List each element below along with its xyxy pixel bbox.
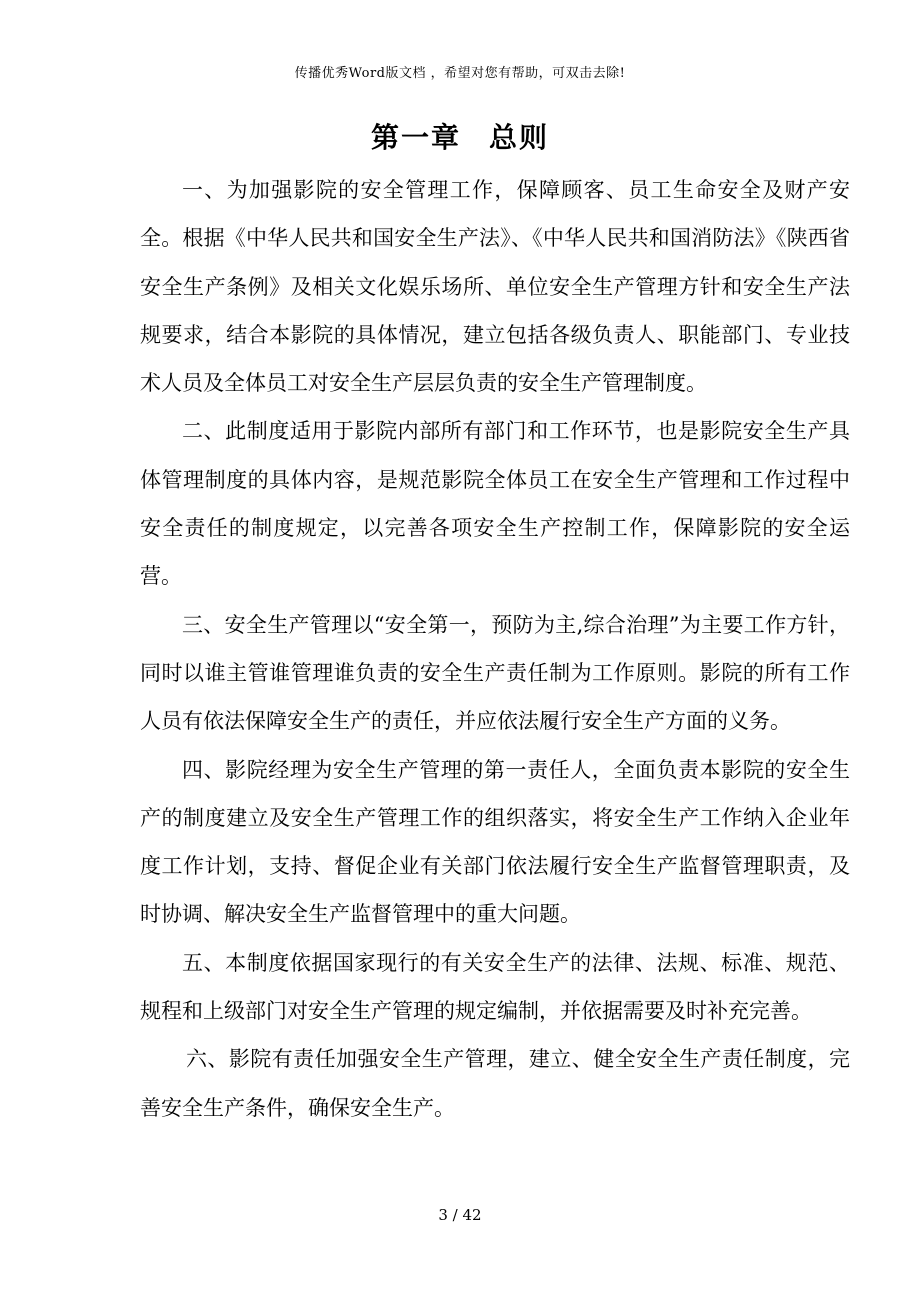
paragraph-5: 五、本制度依据国家现行的有关安全生产的法律、法规、标准、规范、规程和上级部门对安全生产管理的规定编制，并依据需要及时补充完善。	[140, 950, 850, 1024]
chapter-name: 总则	[489, 121, 550, 154]
page-number: 3 / 42	[438, 1206, 482, 1224]
paragraph-6: 六、影院有责任加强安全生产管理，建立、健全安全生产责任制度，完善安全生产条件，确保安全生产。	[140, 1047, 850, 1120]
chapter-number: 第一章	[370, 121, 461, 154]
paragraph-4: 四、影院经理为安全生产管理的第一责任人，全面负责本影院的安全生产的制度建立及安全生产管理工作的组织落实，将安全生产工作纳入企业年度工作计划，支持、督促企业有关部门依法履行安全生产监督管理职责，及时协调、解决安全生产监督管理中的重大问题。	[140, 757, 850, 927]
paragraph-3: 三、安全生产管理以“安全第一，预防为主,综合治理”为主要工作方针，同时以谁主管谁管理谁负责的安全生产责任制为工作原则。影院的所有工作人员有依法保障安全生产的责任，并应依法履行安全生产方面的义务。	[140, 612, 850, 734]
page-header: 传播优秀Word版文档 ，希望对您有帮助，可双击去除!	[294, 66, 626, 81]
document-body	[140, 166, 850, 1132]
paragraph-2: 二、此制度适用于影院内部所有部门和工作环节，也是影院安全生产具体管理制度的具体内容，是规范影院全体员工在安全生产管理和工作过程中安全责任的制度规定，以完善各项安全生产控制工作，保障影院的安全运营。	[140, 419, 850, 589]
paragraph-1: 一、为加强影院的安全管理工作，保障顾客、员工生命安全及财产安全。根据《中华人民共和国安全生产法》、《中华人民共和国消防法》《陕西省安全生产条例》及相关文化娱乐场所、单位安全生产管理方针和安全生产法规要求，结合本影院的具体情况，建立包括各级负责人、职能部门、专业技术人员及全体员工对安全生产层层负责的安全生产管理制度。	[140, 178, 850, 396]
chapter-title	[0, 116, 920, 156]
